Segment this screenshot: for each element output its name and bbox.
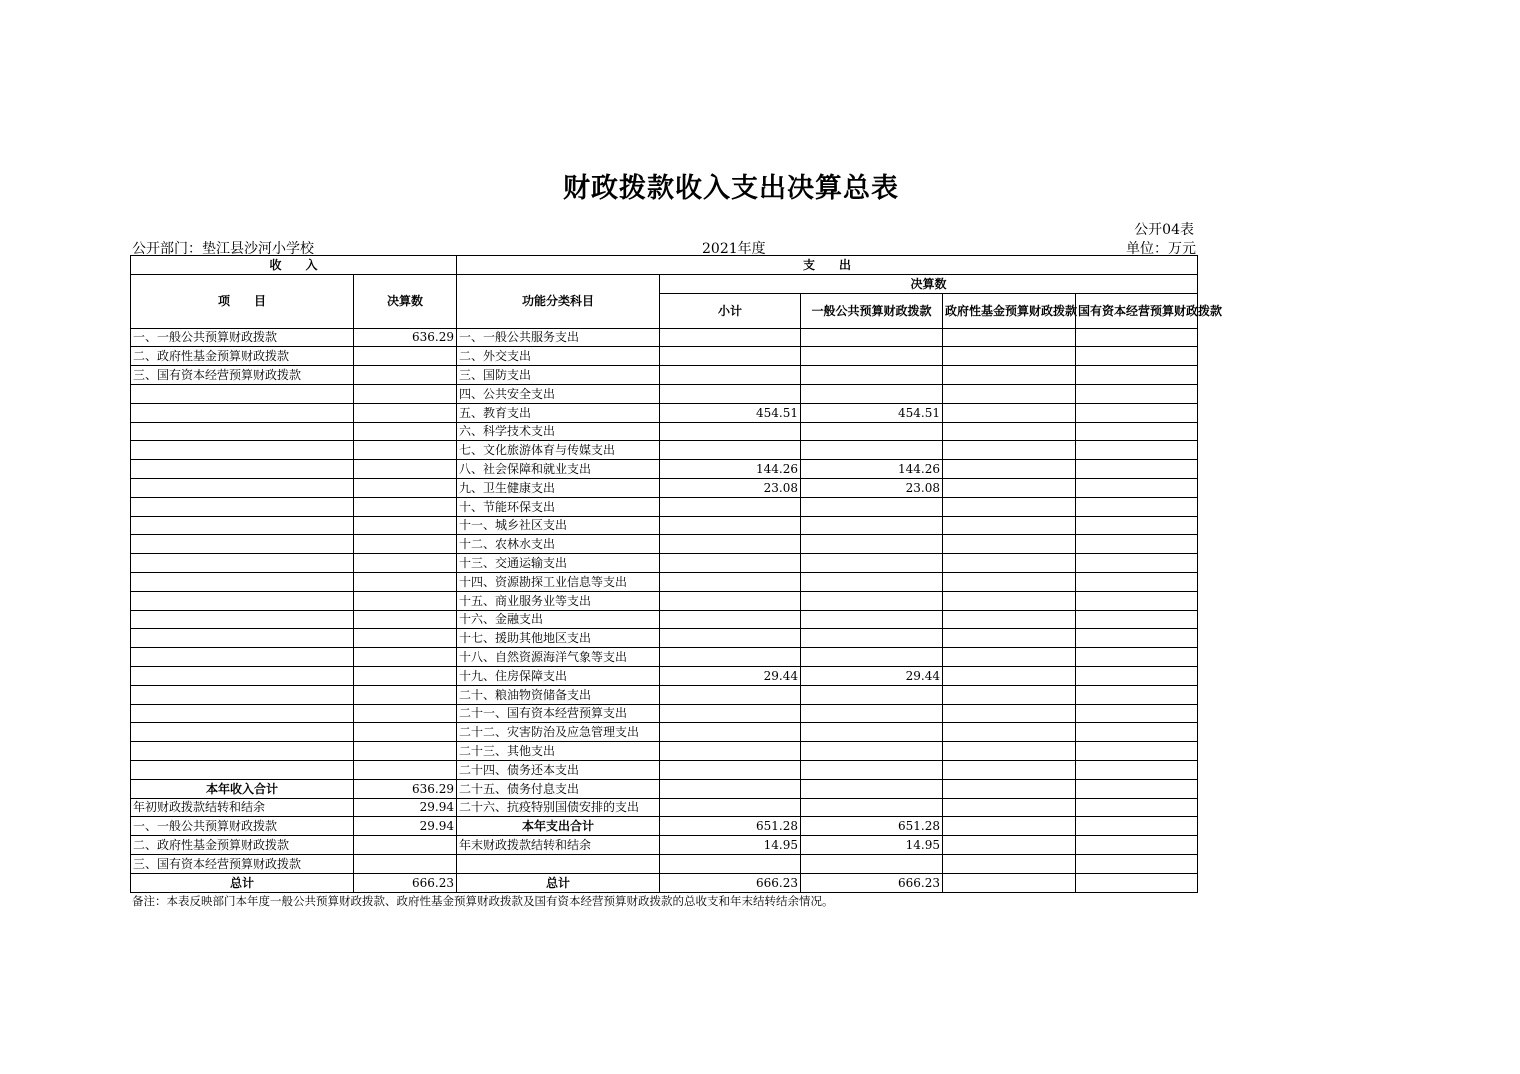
- general-cell: [801, 685, 943, 704]
- general-cell: 454.51: [801, 403, 943, 422]
- gov-fund-cell: [943, 347, 1076, 366]
- state-capital-cell: [1076, 366, 1198, 385]
- gov-fund-cell: [943, 384, 1076, 403]
- subtotal-cell: [660, 572, 801, 591]
- income-item-cell: [131, 441, 354, 460]
- subtotal-cell: [660, 328, 801, 347]
- report-title: 财政拨款收入支出决算总表: [563, 173, 899, 204]
- expense-item-cell: 十八、自然资源海洋气象等支出: [457, 648, 660, 667]
- state-capital-cell: [1076, 497, 1198, 516]
- gov-fund-cell: [943, 854, 1076, 873]
- income-item-cell: 总计: [131, 873, 354, 892]
- expense-item-cell: 六、科学技术支出: [457, 422, 660, 441]
- general-cell: 651.28: [801, 817, 943, 836]
- gov-fund-cell: [943, 836, 1076, 855]
- income-amount-cell: 666.23: [354, 873, 457, 892]
- gov-fund-cell: [943, 666, 1076, 685]
- report-meta: [132, 238, 1196, 256]
- state-capital-cell: [1076, 666, 1198, 685]
- income-item-cell: 三、国有资本经营预算财政拨款: [131, 366, 354, 385]
- state-capital-cell: [1076, 554, 1198, 573]
- state-capital-cell: [1076, 422, 1198, 441]
- income-amount-cell: [354, 854, 457, 873]
- item-header: 项 目: [131, 274, 354, 328]
- subtotal-cell: [660, 779, 801, 798]
- general-cell: 29.44: [801, 666, 943, 685]
- income-item-cell: [131, 629, 354, 648]
- table-row: [131, 535, 1198, 554]
- income-item-cell: [131, 742, 354, 761]
- state-capital-cell: [1076, 854, 1198, 873]
- income-amount-cell: [354, 742, 457, 761]
- state-capital-cell: [1076, 478, 1198, 497]
- general-cell: 23.08: [801, 478, 943, 497]
- table-row: [131, 460, 1198, 479]
- state-capital-cell: [1076, 704, 1198, 723]
- income-amount-cell: [354, 422, 457, 441]
- gov-fund-cell: [943, 742, 1076, 761]
- expense-item-cell: 三、国防支出: [457, 366, 660, 385]
- table-row: [131, 873, 1198, 892]
- income-item-cell: [131, 704, 354, 723]
- gov-fund-cell: [943, 723, 1076, 742]
- general-cell: [801, 648, 943, 667]
- income-amount-cell: [354, 366, 457, 385]
- general-cell: [801, 572, 943, 591]
- gov-fund-cell: [943, 873, 1076, 892]
- table-row: [131, 610, 1198, 629]
- general-cell: 144.26: [801, 460, 943, 479]
- general-cell: [801, 535, 943, 554]
- income-item-cell: 年初财政拨款结转和结余: [131, 798, 354, 817]
- income-item-cell: [131, 516, 354, 535]
- expense-item-cell: 二十五、债务付息支出: [457, 779, 660, 798]
- gov-fund-cell: [943, 441, 1076, 460]
- general-cell: [801, 422, 943, 441]
- subtotal-cell: [660, 516, 801, 535]
- general-cell: [801, 347, 943, 366]
- table-row: [131, 798, 1198, 817]
- state-capital-cell: [1076, 572, 1198, 591]
- expense-item-cell: 十三、交通运输支出: [457, 554, 660, 573]
- income-amount-cell: [354, 554, 457, 573]
- subtotal-cell: 666.23: [660, 873, 801, 892]
- gov-fund-cell: [943, 798, 1076, 817]
- table-row: [131, 384, 1198, 403]
- state-capital-cell: [1076, 629, 1198, 648]
- income-item-cell: [131, 666, 354, 685]
- income-amount-cell: [354, 384, 457, 403]
- gov-fund-cell: [943, 610, 1076, 629]
- expense-item-cell: 八、社会保障和就业支出: [457, 460, 660, 479]
- state-capital-cell: [1076, 460, 1198, 479]
- subtotal-header: 小计: [660, 293, 801, 328]
- income-amount-cell: [354, 666, 457, 685]
- table-row: [131, 403, 1198, 422]
- subtotal-cell: [660, 535, 801, 554]
- expense-item-cell: 十五、商业服务业等支出: [457, 591, 660, 610]
- table-row: [131, 441, 1198, 460]
- income-amount-cell: [354, 591, 457, 610]
- subtotal-cell: [660, 704, 801, 723]
- income-amount-cell: [354, 516, 457, 535]
- general-cell: [801, 441, 943, 460]
- general-cell: [801, 328, 943, 347]
- income-amount-cell: [354, 347, 457, 366]
- state-capital-cell: [1076, 347, 1198, 366]
- state-capital-cell: [1076, 836, 1198, 855]
- income-item-cell: [131, 685, 354, 704]
- state-capital-cell: [1076, 685, 1198, 704]
- subtotal-cell: 651.28: [660, 817, 801, 836]
- header-row-2: [131, 274, 1198, 293]
- table-row: [131, 554, 1198, 573]
- subtotal-cell: [660, 760, 801, 779]
- general-cell: [801, 760, 943, 779]
- gov-fund-cell: [943, 535, 1076, 554]
- gov-fund-cell: [943, 478, 1076, 497]
- income-amount-cell: [354, 403, 457, 422]
- state-capital-cell: [1076, 760, 1198, 779]
- state-capital-header: 国有资本经营预算财政拨款: [1076, 293, 1198, 328]
- income-amount-cell: [354, 723, 457, 742]
- expense-item-cell: 总计: [457, 873, 660, 892]
- header-row-1: [131, 256, 1198, 275]
- subtotal-cell: [660, 723, 801, 742]
- general-cell: [801, 779, 943, 798]
- table-row: [131, 723, 1198, 742]
- subtotal-cell: 454.51: [660, 403, 801, 422]
- income-item-cell: [131, 648, 354, 667]
- table-row: [131, 648, 1198, 667]
- state-capital-cell: [1076, 441, 1198, 460]
- table-row: [131, 347, 1198, 366]
- state-capital-cell: [1076, 535, 1198, 554]
- income-amount-cell: [354, 497, 457, 516]
- expense-item-cell: 四、公共安全支出: [457, 384, 660, 403]
- state-capital-cell: [1076, 742, 1198, 761]
- general-cell: 14.95: [801, 836, 943, 855]
- expense-item-cell: 十、节能环保支出: [457, 497, 660, 516]
- gov-fund-cell: [943, 366, 1076, 385]
- income-item-cell: [131, 384, 354, 403]
- subtotal-cell: [660, 554, 801, 573]
- table-row: [131, 817, 1198, 836]
- expense-item-cell: 二十六、抗疫特别国债安排的支出: [457, 798, 660, 817]
- table-row: [131, 704, 1198, 723]
- state-capital-cell: [1076, 328, 1198, 347]
- gov-fund-cell: [943, 403, 1076, 422]
- expense-item-cell: 二十、粮油物资储备支出: [457, 685, 660, 704]
- income-item-cell: [131, 535, 354, 554]
- state-capital-cell: [1076, 648, 1198, 667]
- expense-item-cell: 一、一般公共服务支出: [457, 328, 660, 347]
- table-row: [131, 742, 1198, 761]
- income-amount-cell: [354, 629, 457, 648]
- expense-item-cell: 十二、农林水支出: [457, 535, 660, 554]
- table-row: [131, 591, 1198, 610]
- subtotal-cell: 144.26: [660, 460, 801, 479]
- subtotal-cell: [660, 384, 801, 403]
- general-cell: [801, 554, 943, 573]
- income-item-cell: [131, 572, 354, 591]
- expense-item-cell: 五、教育支出: [457, 403, 660, 422]
- expense-item-cell: 本年支出合计: [457, 817, 660, 836]
- income-amount-cell: 636.29: [354, 328, 457, 347]
- gov-fund-cell: [943, 460, 1076, 479]
- table-row: [131, 366, 1198, 385]
- income-item-cell: [131, 591, 354, 610]
- income-amount-cell: 636.29: [354, 779, 457, 798]
- general-cell: [801, 610, 943, 629]
- table-row: [131, 497, 1198, 516]
- expense-item-cell: 十六、金融支出: [457, 610, 660, 629]
- department-label: 公开部门：垫江县沙河小学校: [132, 241, 314, 257]
- subtotal-cell: [660, 648, 801, 667]
- subtotal-cell: [660, 591, 801, 610]
- gov-fund-cell: [943, 554, 1076, 573]
- income-item-cell: [131, 723, 354, 742]
- gov-fund-header: 政府性基金预算财政拨款: [943, 293, 1076, 328]
- general-cell: [801, 366, 943, 385]
- gov-fund-cell: [943, 704, 1076, 723]
- expense-item-cell: 年末财政拨款结转和结余: [457, 836, 660, 855]
- table-row: [131, 666, 1198, 685]
- income-item-cell: [131, 610, 354, 629]
- expense-item-cell: 二十三、其他支出: [457, 742, 660, 761]
- subtotal-cell: [660, 854, 801, 873]
- expense-header: 支 出: [457, 256, 1198, 275]
- income-item-cell: 二、政府性基金预算财政拨款: [131, 347, 354, 366]
- expense-item-cell: 二十一、国有资本经营预算支出: [457, 704, 660, 723]
- general-cell: [801, 516, 943, 535]
- state-capital-cell: [1076, 403, 1198, 422]
- income-amount-cell: [354, 478, 457, 497]
- income-amount-cell: [354, 610, 457, 629]
- subtotal-cell: [660, 742, 801, 761]
- general-cell: [801, 798, 943, 817]
- gov-fund-cell: [943, 591, 1076, 610]
- income-item-cell: 三、国有资本经营预算财政拨款: [131, 854, 354, 873]
- general-cell: [801, 629, 943, 648]
- income-item-cell: 本年收入合计: [131, 779, 354, 798]
- expense-item-cell: [457, 854, 660, 873]
- state-capital-cell: [1076, 384, 1198, 403]
- income-item-cell: [131, 760, 354, 779]
- gov-fund-cell: [943, 422, 1076, 441]
- expense-item-cell: 七、文化旅游体育与传媒支出: [457, 441, 660, 460]
- income-item-cell: 一、一般公共预算财政拨款: [131, 328, 354, 347]
- income-amount-cell: [354, 760, 457, 779]
- table-row: [131, 836, 1198, 855]
- income-amount-cell: [354, 648, 457, 667]
- func-class-header: 功能分类科目: [457, 274, 660, 328]
- general-cell: [801, 723, 943, 742]
- gov-fund-cell: [943, 648, 1076, 667]
- expense-item-cell: 十四、资源勘探工业信息等支出: [457, 572, 660, 591]
- table-row: [131, 760, 1198, 779]
- subtotal-cell: 29.44: [660, 666, 801, 685]
- income-amount-cell: [354, 836, 457, 855]
- subtotal-cell: [660, 422, 801, 441]
- income-amount-cell: [354, 572, 457, 591]
- income-amount-cell: [354, 460, 457, 479]
- income-amount-cell: [354, 535, 457, 554]
- income-item-cell: [131, 497, 354, 516]
- gov-fund-cell: [943, 760, 1076, 779]
- table-row: [131, 478, 1198, 497]
- general-cell: [801, 854, 943, 873]
- income-amount-cell: [354, 685, 457, 704]
- general-cell: [801, 384, 943, 403]
- gov-fund-cell: [943, 516, 1076, 535]
- table-row: [131, 779, 1198, 798]
- gov-fund-cell: [943, 779, 1076, 798]
- state-capital-cell: [1076, 591, 1198, 610]
- general-header: 一般公共预算财政拨款: [801, 293, 943, 328]
- subtotal-cell: [660, 798, 801, 817]
- subtotal-cell: [660, 629, 801, 648]
- expense-item-cell: 十七、援助其他地区支出: [457, 629, 660, 648]
- general-cell: 666.23: [801, 873, 943, 892]
- subtotal-cell: 23.08: [660, 478, 801, 497]
- expense-item-cell: 九、卫生健康支出: [457, 478, 660, 497]
- general-cell: [801, 591, 943, 610]
- table-row: [131, 422, 1198, 441]
- income-item-cell: [131, 554, 354, 573]
- footnote: 备注：本表反映部门本年度一般公共预算财政拨款、政府性基金预算财政拨款及国有资本经营预算财政拨款的总收支和年末结转结余情况。: [132, 894, 834, 908]
- table-row: [131, 572, 1198, 591]
- table-row: [131, 629, 1198, 648]
- subtotal-cell: [660, 366, 801, 385]
- gov-fund-cell: [943, 817, 1076, 836]
- final-amount-header: 决算数: [660, 274, 1198, 293]
- state-capital-cell: [1076, 516, 1198, 535]
- fiscal-year: 2021年度: [702, 241, 766, 257]
- subtotal-cell: [660, 347, 801, 366]
- general-cell: [801, 497, 943, 516]
- gov-fund-cell: [943, 572, 1076, 591]
- subtotal-cell: [660, 441, 801, 460]
- subtotal-cell: 14.95: [660, 836, 801, 855]
- income-amount-cell: 29.94: [354, 817, 457, 836]
- state-capital-cell: [1076, 873, 1198, 892]
- form-code: 公开04表: [1134, 222, 1194, 238]
- state-capital-cell: [1076, 817, 1198, 836]
- income-item-cell: [131, 403, 354, 422]
- income-amount-cell: [354, 441, 457, 460]
- state-capital-cell: [1076, 610, 1198, 629]
- income-item-cell: [131, 460, 354, 479]
- state-capital-cell: [1076, 723, 1198, 742]
- expense-item-cell: 二、外交支出: [457, 347, 660, 366]
- gov-fund-cell: [943, 685, 1076, 704]
- finance-summary-table: [130, 255, 1223, 893]
- amount-header: 决算数: [354, 274, 457, 328]
- income-item-cell: 一、一般公共预算财政拨款: [131, 817, 354, 836]
- expense-item-cell: 十九、住房保障支出: [457, 666, 660, 685]
- income-amount-cell: [354, 704, 457, 723]
- income-amount-cell: 29.94: [354, 798, 457, 817]
- expense-item-cell: 二十四、债务还本支出: [457, 760, 660, 779]
- table-row: [131, 328, 1198, 347]
- table-row: [131, 516, 1198, 535]
- gov-fund-cell: [943, 629, 1076, 648]
- gov-fund-cell: [943, 328, 1076, 347]
- table-row: [131, 854, 1198, 873]
- income-header: 收 入: [131, 256, 457, 275]
- general-cell: [801, 704, 943, 723]
- subtotal-cell: [660, 610, 801, 629]
- expense-item-cell: 二十二、灾害防治及应急管理支出: [457, 723, 660, 742]
- income-item-cell: 二、政府性基金预算财政拨款: [131, 836, 354, 855]
- subtotal-cell: [660, 497, 801, 516]
- state-capital-cell: [1076, 779, 1198, 798]
- unit-label: 单位：万元: [1126, 241, 1196, 257]
- income-item-cell: [131, 478, 354, 497]
- expense-item-cell: 十一、城乡社区支出: [457, 516, 660, 535]
- table-row: [131, 685, 1198, 704]
- general-cell: [801, 742, 943, 761]
- state-capital-cell: [1076, 798, 1198, 817]
- income-item-cell: [131, 422, 354, 441]
- gov-fund-cell: [943, 497, 1076, 516]
- subtotal-cell: [660, 685, 801, 704]
